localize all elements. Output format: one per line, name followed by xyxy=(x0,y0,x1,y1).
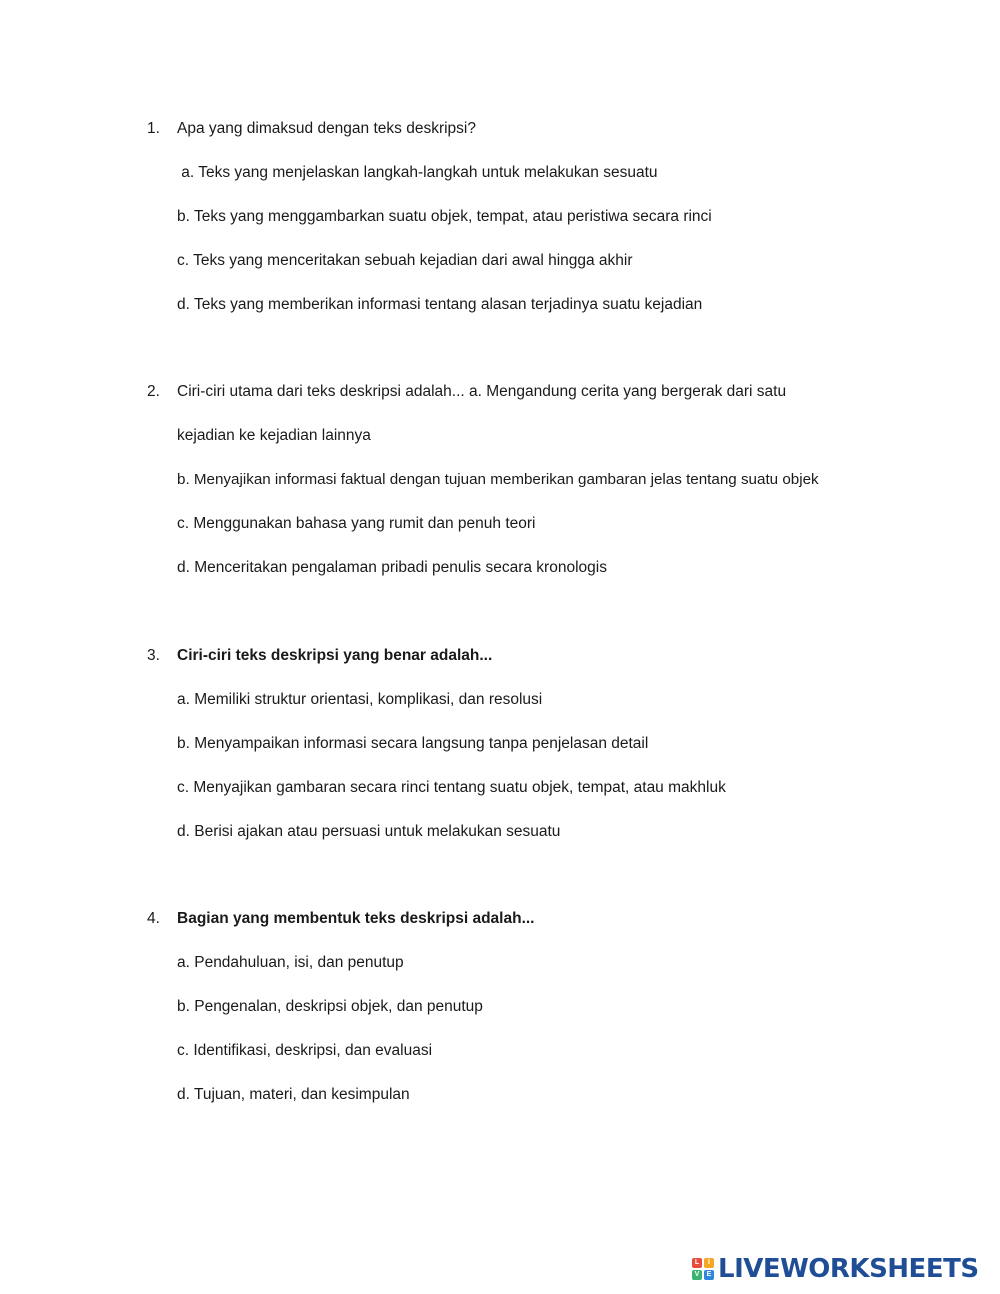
answer-option: c. Menyajikan gambaran secara rinci tentang suatu objek, tempat, atau makhluk xyxy=(177,779,726,796)
answer-option: d. Teks yang memberikan informasi tentang alasan terjadinya suatu kejadian xyxy=(177,296,703,313)
question-text: Apa yang dimaksud dengan teks deskripsi? xyxy=(177,120,476,137)
logo-mark-icon xyxy=(692,1258,714,1280)
question-text: Ciri-ciri teks deskripsi yang benar adalah... xyxy=(177,647,493,664)
answer-option: b. Pengenalan, deskripsi objek, dan penutup xyxy=(177,998,483,1015)
answer-option: d. Berisi ajakan atau persuasi untuk melakukan sesuatu xyxy=(177,823,561,840)
question-number: 3. xyxy=(147,647,160,664)
liveworksheets-logo[interactable] xyxy=(692,1252,979,1286)
logo-tile: V xyxy=(692,1270,702,1280)
answer-option: b. Menyajikan informasi faktual dengan tujuan memberikan gambaran jelas tentang suatu objek xyxy=(177,471,819,488)
logo-tile: L xyxy=(692,1258,702,1268)
answer-option: a. Pendahuluan, isi, dan penutup xyxy=(177,954,404,971)
question-number: 2. xyxy=(147,383,160,400)
answer-option: a. Memiliki struktur orientasi, komplikasi, dan resolusi xyxy=(177,691,543,708)
logo-tile: I xyxy=(704,1258,714,1268)
question-text-continued: kejadian ke kejadian lainnya xyxy=(177,427,371,444)
brand-name: LIVEWORKSHEETS xyxy=(718,1254,979,1284)
answer-option: a. Teks yang menjelaskan langkah-langkah untuk melakukan sesuatu xyxy=(177,164,658,181)
answer-option: b. Menyampaikan informasi secara langsung tanpa penjelasan detail xyxy=(177,735,649,752)
answer-option: d. Menceritakan pengalaman pribadi penulis secara kronologis xyxy=(177,559,607,576)
question-text: Bagian yang membentuk teks deskripsi adalah... xyxy=(177,910,535,927)
answer-option: c. Menggunakan bahasa yang rumit dan penuh teori xyxy=(177,515,536,532)
answer-option: d. Tujuan, materi, dan kesimpulan xyxy=(177,1086,410,1103)
question-text: Ciri-ciri utama dari teks deskripsi adalah... a. Mengandung cerita yang bergerak dari satu xyxy=(177,383,787,400)
answer-option: c. Teks yang menceritakan sebuah kejadian dari awal hingga akhir xyxy=(177,252,633,269)
question-number: 4. xyxy=(147,910,160,927)
answer-option: b. Teks yang menggambarkan suatu objek, tempat, atau peristiwa secara rinci xyxy=(177,208,712,225)
answer-option: c. Identifikasi, deskripsi, dan evaluasi xyxy=(177,1042,433,1059)
question-number: 1. xyxy=(147,120,160,137)
logo-tile: E xyxy=(704,1270,714,1280)
